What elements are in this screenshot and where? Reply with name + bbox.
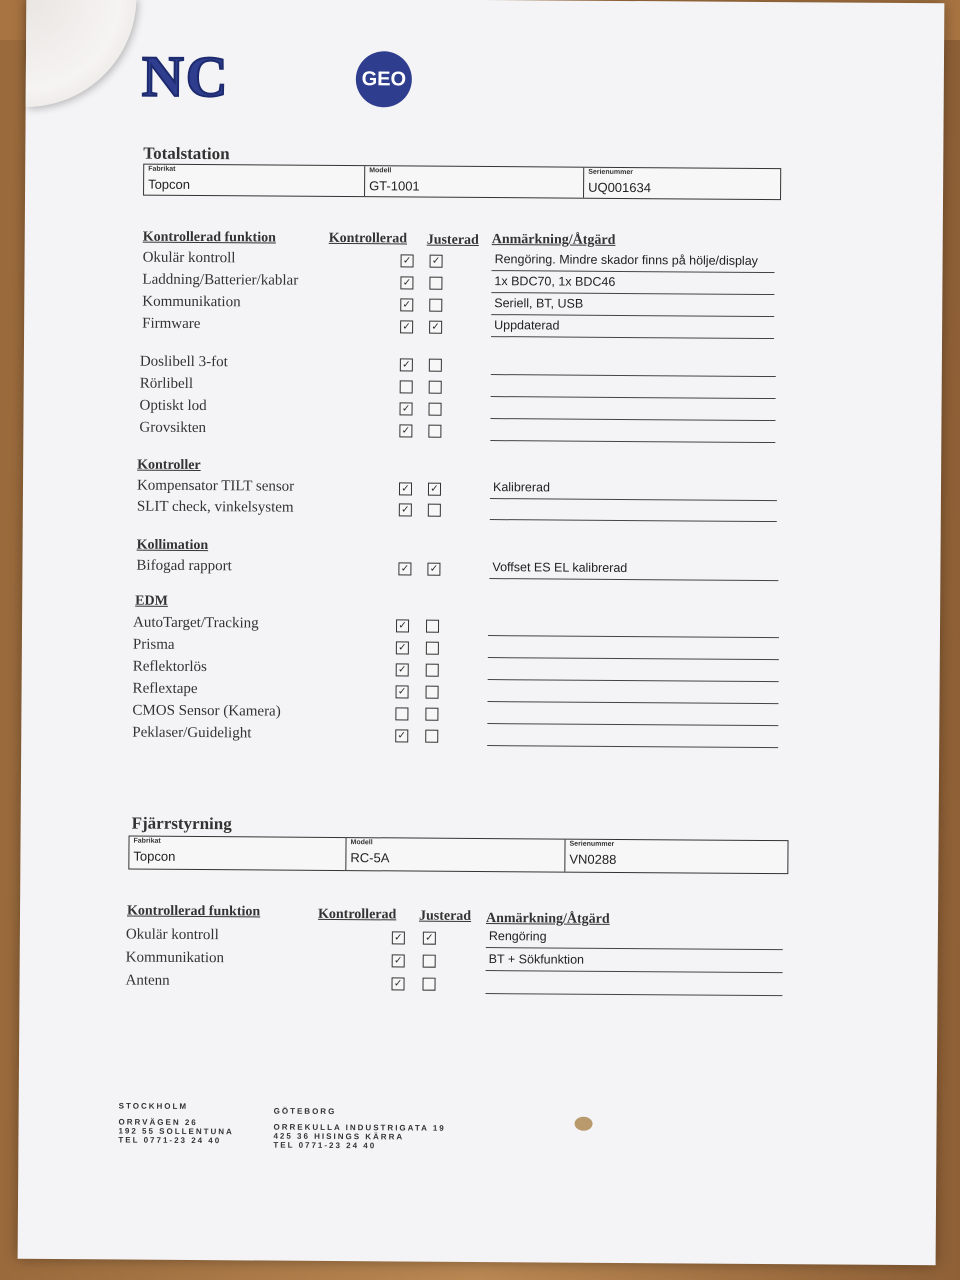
modell-value: GT-1001 xyxy=(369,178,420,194)
serienummer-label: Serienummer xyxy=(588,168,633,177)
totalstation-info-box xyxy=(143,164,781,200)
edm-label: CMOS Sensor (Kamera) xyxy=(132,702,281,720)
edm-label: Reflektorlös xyxy=(132,658,207,676)
header-kontrollerad: Kontrollerad xyxy=(328,230,408,247)
fjarr-header-funktion: Kontrollerad funktion xyxy=(126,903,261,920)
justerad-checkbox[interactable] xyxy=(429,359,442,372)
kontrollerad-checkbox[interactable]: ✓ xyxy=(400,298,413,311)
edm-label: Reflextape xyxy=(132,680,198,698)
group2-label: Rörlibell xyxy=(139,375,194,392)
justerad-checkbox[interactable]: ✓ xyxy=(423,932,436,945)
section-kollimation: Kollimation xyxy=(136,537,209,554)
justerad-checkbox[interactable] xyxy=(426,686,439,699)
fjarr-label: Okulär kontroll xyxy=(125,926,219,944)
remark-field[interactable]: 1x BDC70, 1x BDC46 xyxy=(491,274,774,295)
group1-label: Okulär kontroll xyxy=(142,249,236,267)
remark-field[interactable]: Seriell, BT, USB xyxy=(491,296,774,317)
kontroller-label: SLIT check, vinkelsystem xyxy=(136,498,294,516)
justerad-checkbox[interactable] xyxy=(428,425,441,438)
remark-field[interactable] xyxy=(485,975,782,996)
remark-field[interactable] xyxy=(491,378,776,399)
fjarr-modell-cell xyxy=(346,838,565,872)
kontrollerad-checkbox[interactable]: ✓ xyxy=(399,482,412,495)
edm-label: AutoTarget/Tracking xyxy=(132,614,259,632)
serienummer-cell xyxy=(584,168,780,199)
footer-stockholm-line2: 192 55 SOLLENTUNA xyxy=(118,1126,234,1137)
footer-goteborg-city: GÖTEBORG xyxy=(273,1106,337,1117)
page-curl xyxy=(26,0,137,108)
group1-label: Firmware xyxy=(142,315,201,333)
edm-label: Prisma xyxy=(132,636,175,653)
kontrollerad-checkbox[interactable] xyxy=(395,707,408,720)
kontrollerad-checkbox[interactable]: ✓ xyxy=(399,503,412,516)
group2-label: Optiskt lod xyxy=(139,397,207,415)
kontrollerad-checkbox[interactable]: ✓ xyxy=(396,663,409,676)
remark-field[interactable]: BT + Sökfunktion xyxy=(486,952,783,973)
fjarr-header-justerad: Justerad xyxy=(418,908,472,924)
justerad-checkbox[interactable]: ✓ xyxy=(430,255,443,268)
fjarr-modell-label: Modell xyxy=(350,839,373,847)
remark-field[interactable] xyxy=(490,422,775,443)
fabrikat-value: Topcon xyxy=(148,176,191,192)
kontrollerad-checkbox[interactable]: ✓ xyxy=(395,729,408,742)
kollimation-label: Bifogad rapport xyxy=(136,557,232,575)
serienummer-value: UQ001634 xyxy=(588,179,652,196)
remark-field[interactable] xyxy=(487,705,778,726)
justerad-checkbox[interactable] xyxy=(426,642,439,655)
fjarr-serienummer-cell xyxy=(565,840,787,874)
kontrollerad-checkbox[interactable]: ✓ xyxy=(400,320,413,333)
remark-field[interactable] xyxy=(490,501,777,522)
fjarr-serienummer-label: Serienummer xyxy=(569,840,615,848)
kontrollerad-checkbox[interactable]: ✓ xyxy=(396,685,409,698)
kontrollerad-checkbox[interactable]: ✓ xyxy=(400,276,413,289)
remark-field[interactable]: Rengöring. Mindre skador finns på hölje/display xyxy=(492,252,775,273)
footer-goteborg-line2: 425 36 HISINGS KÄRRA xyxy=(273,1131,405,1142)
fjarrstyrning-title: Fjärrstyrning xyxy=(131,813,232,834)
header-justerad: Justerad xyxy=(426,232,479,248)
kontrollerad-checkbox[interactable]: ✓ xyxy=(396,641,409,654)
logo-brand: NC xyxy=(141,43,230,110)
remark-field[interactable]: Rengöring xyxy=(486,929,783,950)
justerad-checkbox[interactable] xyxy=(425,708,438,721)
justerad-checkbox[interactable]: ✓ xyxy=(427,563,440,576)
edm-label: Peklaser/Guidelight xyxy=(132,724,252,742)
kontrollerad-checkbox[interactable]: ✓ xyxy=(401,254,414,267)
justerad-checkbox[interactable] xyxy=(423,955,436,968)
kontrollerad-checkbox[interactable]: ✓ xyxy=(391,977,404,990)
group1-label: Kommunikation xyxy=(142,293,241,311)
kontrollerad-checkbox[interactable] xyxy=(400,380,413,393)
footer-stockholm xyxy=(118,1101,234,1145)
remark-field[interactable] xyxy=(488,617,779,638)
remark-field[interactable] xyxy=(488,639,779,660)
fabrikat-cell xyxy=(144,165,365,197)
fjarr-header-anmarkning: Anmärkning/Åtgärd xyxy=(485,911,610,927)
kontroller-label: Kompensator TILT sensor xyxy=(136,477,295,495)
section-edm: EDM xyxy=(135,593,168,609)
justerad-checkbox[interactable] xyxy=(429,299,442,312)
remark-field[interactable]: Voffset ES EL kalibrerad xyxy=(489,560,778,581)
justerad-checkbox[interactable]: ✓ xyxy=(428,483,441,496)
logo-geo-badge: GEO xyxy=(356,51,412,107)
kontrollerad-checkbox[interactable]: ✓ xyxy=(400,402,413,415)
fjarr-label: Kommunikation xyxy=(125,949,225,967)
footer-goteborg-line3: TEL 0771-23 24 40 xyxy=(273,1140,377,1151)
fjarr-fabrikat-cell xyxy=(129,837,346,871)
kollimation-row xyxy=(22,557,922,585)
header-funktion: Kontrollerad funktion xyxy=(142,229,276,246)
justerad-checkbox[interactable] xyxy=(425,730,438,743)
remark-field[interactable] xyxy=(488,661,779,682)
kontrollerad-checkbox[interactable]: ✓ xyxy=(398,562,411,575)
fjarr-label: Antenn xyxy=(125,972,170,989)
justerad-checkbox[interactable] xyxy=(426,620,439,633)
group2-label: Doslibell 3-fot xyxy=(139,353,228,371)
footer-stockholm-city: STOCKHOLM xyxy=(118,1101,189,1111)
remark-field[interactable]: Uppdaterad xyxy=(491,318,774,339)
modell-label: Modell xyxy=(369,167,392,175)
fjarr-modell-value: RC-5A xyxy=(350,850,390,866)
header-anmarkning: Anmärkning/Åtgärd xyxy=(491,232,616,248)
justerad-checkbox[interactable] xyxy=(426,664,439,677)
kontrollerad-checkbox[interactable]: ✓ xyxy=(399,424,412,437)
kontrollerad-checkbox[interactable]: ✓ xyxy=(396,619,409,632)
remark-field[interactable]: Kalibrerad xyxy=(490,480,777,501)
fjarrstyrning-info-box xyxy=(128,836,788,875)
justerad-checkbox[interactable]: ✓ xyxy=(429,321,442,334)
fjarr-header-kontrollerad: Kontrollerad xyxy=(317,906,397,923)
fjarr-fabrikat-label: Fabrikat xyxy=(133,837,161,845)
checklist-paper xyxy=(18,0,945,1265)
footer-stockholm-line1: ORRVÄGEN 26 xyxy=(118,1117,198,1128)
remark-field[interactable] xyxy=(490,400,775,421)
totalstation-title: Totalstation xyxy=(143,143,230,164)
kontrollerad-checkbox[interactable]: ✓ xyxy=(400,358,413,371)
footer-goteborg-line1: ORREKULLA INDUSTRIGATA 19 xyxy=(273,1122,446,1133)
remark-field[interactable] xyxy=(487,727,778,748)
footer-stockholm-line3: TEL 0771-23 24 40 xyxy=(118,1135,222,1146)
remark-field[interactable] xyxy=(488,683,779,704)
kontrollerad-checkbox[interactable]: ✓ xyxy=(392,954,405,967)
modell-cell xyxy=(365,166,584,198)
group1-label: Laddning/Batterier/kablar xyxy=(142,271,299,289)
group2-label: Grovsikten xyxy=(139,419,207,437)
footer-goteborg xyxy=(273,1107,446,1151)
justerad-checkbox[interactable] xyxy=(429,277,442,290)
justerad-checkbox[interactable] xyxy=(422,978,435,991)
paper-stain xyxy=(575,1117,593,1131)
justerad-checkbox[interactable] xyxy=(429,403,442,416)
fjarr-serienummer-value: VN0288 xyxy=(569,851,617,867)
fabrikat-label: Fabrikat xyxy=(148,165,176,173)
remark-field[interactable] xyxy=(491,356,776,377)
section-kontroller: Kontroller xyxy=(137,457,201,474)
kontrollerad-checkbox[interactable]: ✓ xyxy=(392,931,405,944)
justerad-checkbox[interactable] xyxy=(428,504,441,517)
fjarr-fabrikat-value: Topcon xyxy=(133,848,176,864)
justerad-checkbox[interactable] xyxy=(429,381,442,394)
